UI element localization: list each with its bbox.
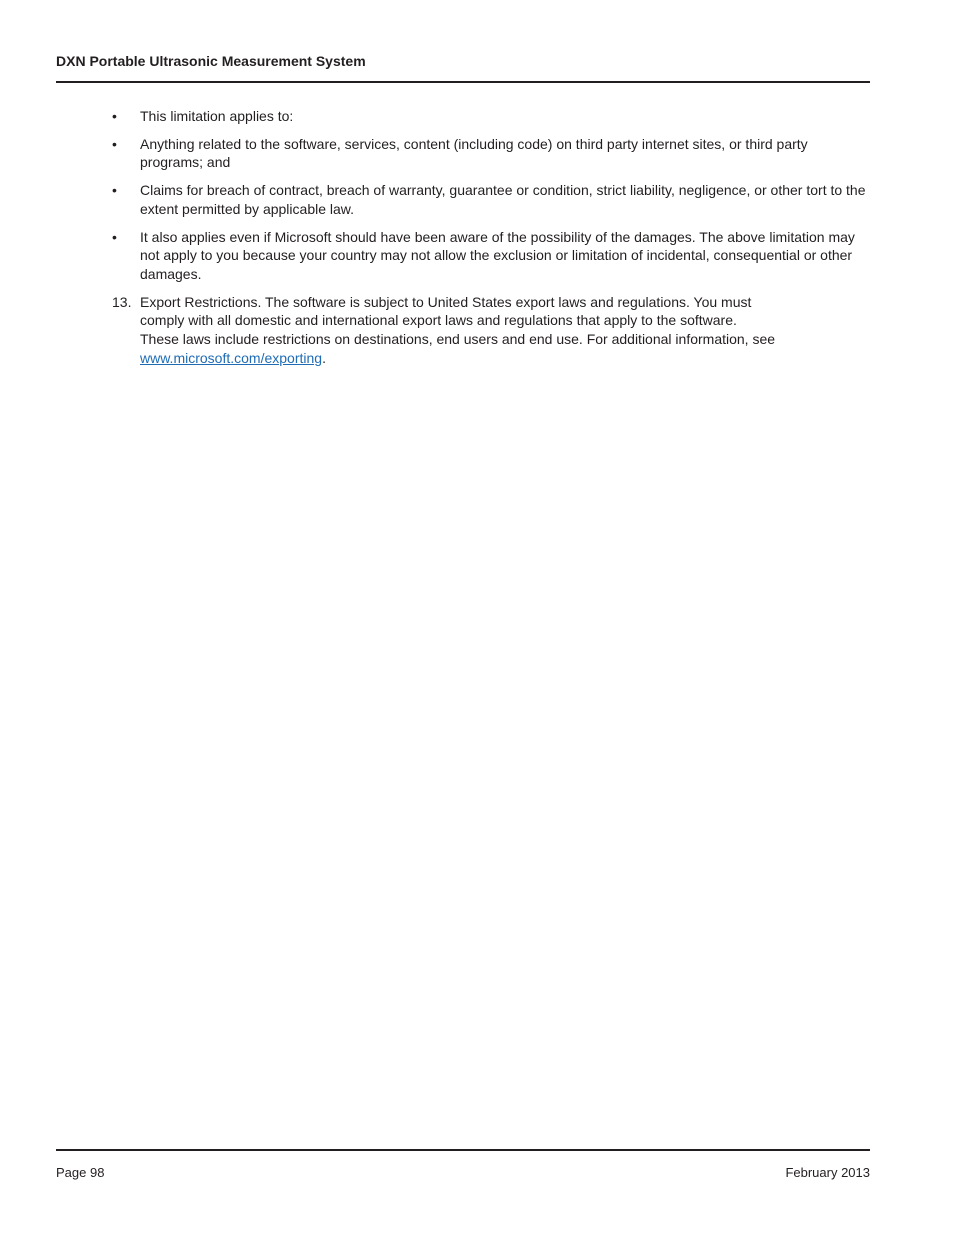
- bullet-marker: •: [112, 182, 117, 199]
- list-item: [56, 181, 870, 218]
- list-item: [56, 228, 870, 284]
- section-number: 13.: [112, 293, 132, 310]
- list-item-text: It also applies even if Microsoft should have been aware of the possibility of the damages. The above limitation may not apply to you because your country may not allow the exclusion or limitation of incidental, consequential or other damages.: [140, 228, 855, 282]
- link-suffix: .: [322, 349, 326, 366]
- list-item-text: Anything related to the software, services, content (including code) on third party internet sites, or third party programs; and: [140, 135, 808, 171]
- export-line-1: Export Restrictions. The software is subject to United States export laws and regulations. You must: [140, 293, 752, 310]
- list-item: [56, 135, 870, 172]
- bullet-marker: •: [112, 135, 117, 152]
- bullet-marker: •: [112, 228, 117, 245]
- microsoft-exporting-link[interactable]: www.microsoft.com/exporting: [140, 349, 323, 366]
- list-item: [56, 107, 870, 126]
- export-line-3: These laws include restrictions on destinations, end users and end use. For additional information, see: [140, 331, 776, 348]
- publication-date: February 2013: [785, 1165, 870, 1180]
- page-number: Page 98: [56, 1165, 105, 1180]
- footer-divider: [56, 1149, 870, 1151]
- list-item-text: Claims for breach of contract, breach of warranty, guarantee or condition, strict liability, negligence, or other tort to the extent permitted by applicable law.: [140, 182, 866, 217]
- header-divider: [56, 81, 870, 83]
- export-restrictions-section: [56, 293, 870, 368]
- bullet-marker: •: [112, 108, 117, 124]
- document-body: [56, 107, 870, 376]
- list-item-text: This limitation applies to:: [140, 108, 294, 124]
- page-header-title: DXN Portable Ultrasonic Measurement System: [56, 53, 366, 69]
- export-link-line: [140, 349, 870, 368]
- export-line-2: comply with all domestic and international export laws and regulations that apply to the software.: [140, 312, 737, 329]
